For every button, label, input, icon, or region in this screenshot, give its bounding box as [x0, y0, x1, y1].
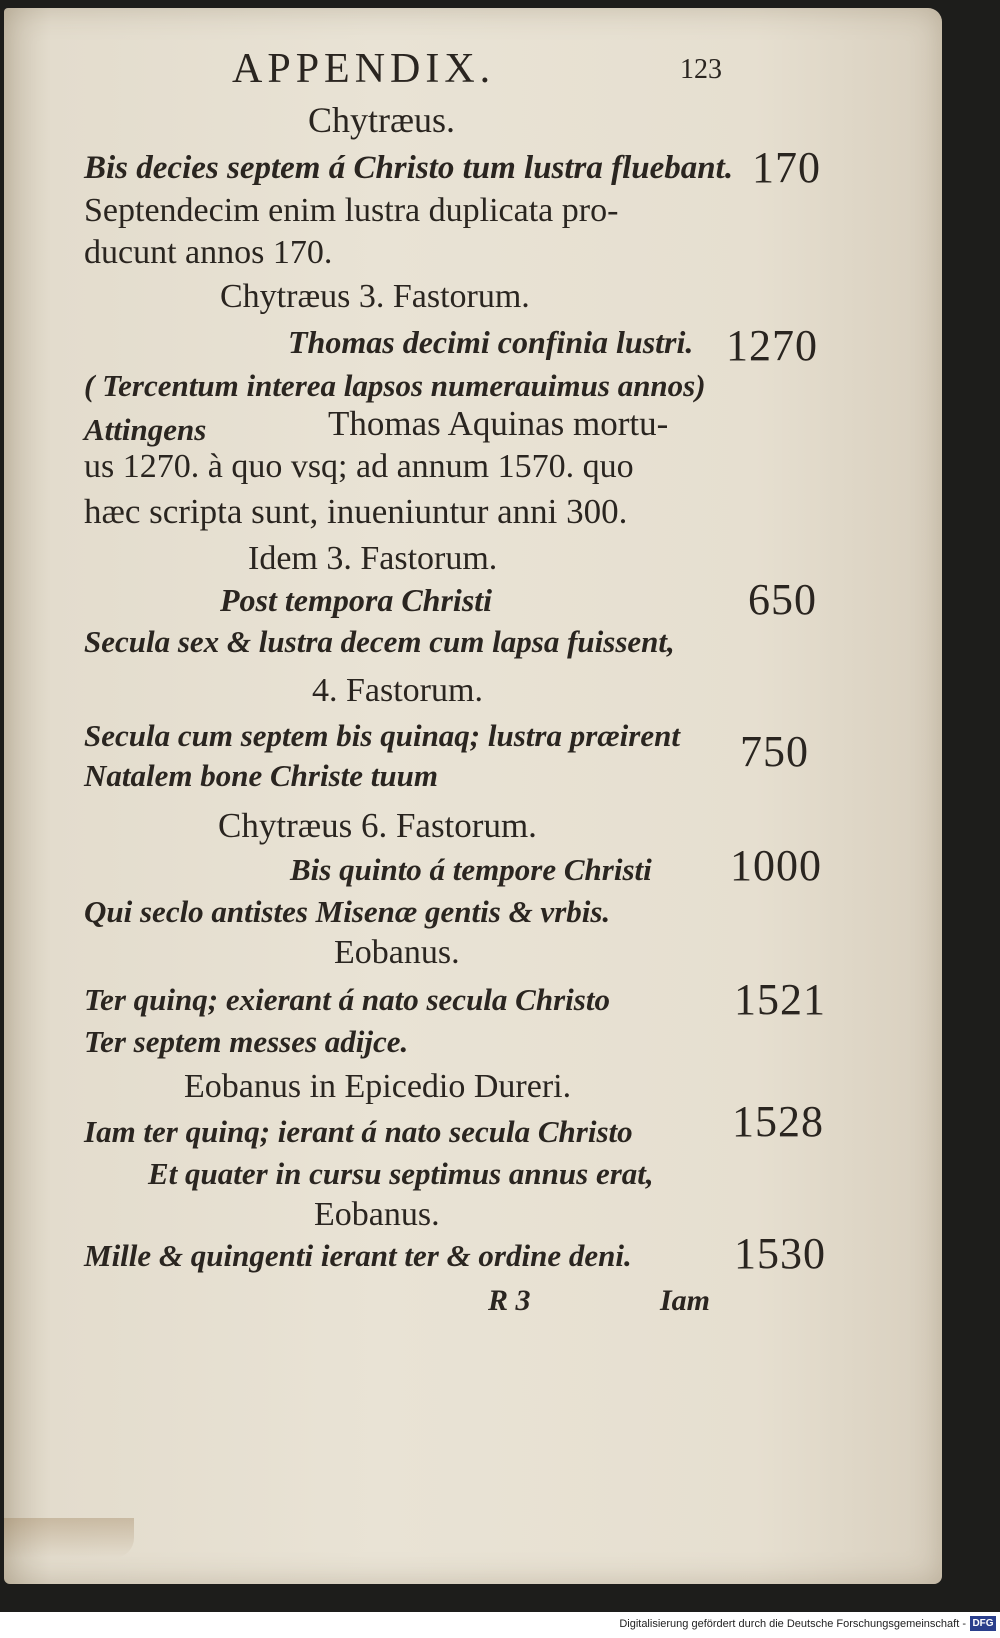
- funding-credit: Digitalisierung gefördert durch die Deutsche Forschungsgemeinschaft -: [619, 1618, 966, 1630]
- verse-line: Attingens: [84, 412, 207, 447]
- year-marginal: 1521: [734, 975, 826, 1024]
- catchword: Iam: [660, 1284, 711, 1317]
- section-heading: Eobanus.: [314, 1196, 440, 1233]
- verse-line: Iam ter quinq; ierant á nato secula Christo: [84, 1114, 633, 1149]
- section-heading: Chytræus.: [308, 100, 456, 140]
- year-marginal: 750: [740, 727, 809, 776]
- year-marginal: 1530: [734, 1229, 826, 1278]
- verse-line: Ter quinq; exierant á nato secula Christo: [84, 982, 610, 1017]
- section-heading: Eobanus.: [334, 934, 460, 971]
- verse-line: Thomas decimi confinia lustri.: [288, 324, 694, 360]
- verse-line: ( Tercentum interea lapsos numerauimus annos): [84, 368, 706, 403]
- section-heading: Chytræus 6. Fastorum.: [218, 806, 537, 845]
- prose-line: us 1270. à quo vsq; ad annum 1570. quo: [84, 448, 634, 485]
- verse-line: Secula sex & lustra decem cum lapsa fuissent,: [84, 624, 675, 659]
- verse-line: Ter septem messes adijce.: [84, 1024, 409, 1059]
- prose-line: ducunt annos 170.: [84, 234, 333, 271]
- prose-line: Thomas Aquinas mortu-: [328, 404, 669, 443]
- verse-line: Bis decies septem á Christo tum lustra fluebant.: [84, 150, 734, 186]
- verse-line: Secula cum septem bis quinaq; lustra præirent: [84, 718, 680, 753]
- prose-line: Septendecim enim lustra duplicata pro-: [84, 192, 619, 229]
- running-head: APPENDIX.: [232, 46, 496, 92]
- year-marginal: 1528: [732, 1097, 824, 1146]
- year-marginal: 1270: [726, 321, 818, 370]
- section-heading: Eobanus in Epicedio Dureri.: [184, 1068, 572, 1105]
- page-number: 123: [680, 54, 722, 85]
- verse-line: Bis quinto á tempore Christi: [290, 852, 652, 887]
- verse-line: Post tempora Christi: [220, 582, 493, 618]
- signature-mark: R 3: [488, 1284, 531, 1317]
- verse-line: Natalem bone Christe tuum: [84, 758, 438, 793]
- section-heading: 4. Fastorum.: [312, 672, 483, 709]
- verse-line: Qui seclo antistes Misenæ gentis & vrbis.: [84, 894, 611, 929]
- verse-line: Et quater in cursu septimus annus erat,: [148, 1156, 654, 1191]
- year-marginal: 1000: [730, 841, 822, 890]
- year-marginal: 650: [748, 575, 817, 624]
- section-heading: Chytræus 3. Fastorum.: [220, 278, 530, 315]
- section-heading: Idem 3. Fastorum.: [248, 540, 498, 577]
- year-marginal: 170: [752, 143, 821, 192]
- verse-line: Mille & quingenti ierant ter & ordine deni.: [84, 1238, 632, 1273]
- dfg-logo: DFG: [970, 1616, 996, 1631]
- prose-line: hæc scripta sunt, inueniuntur anni 300.: [84, 492, 628, 531]
- book-page: [4, 8, 942, 1584]
